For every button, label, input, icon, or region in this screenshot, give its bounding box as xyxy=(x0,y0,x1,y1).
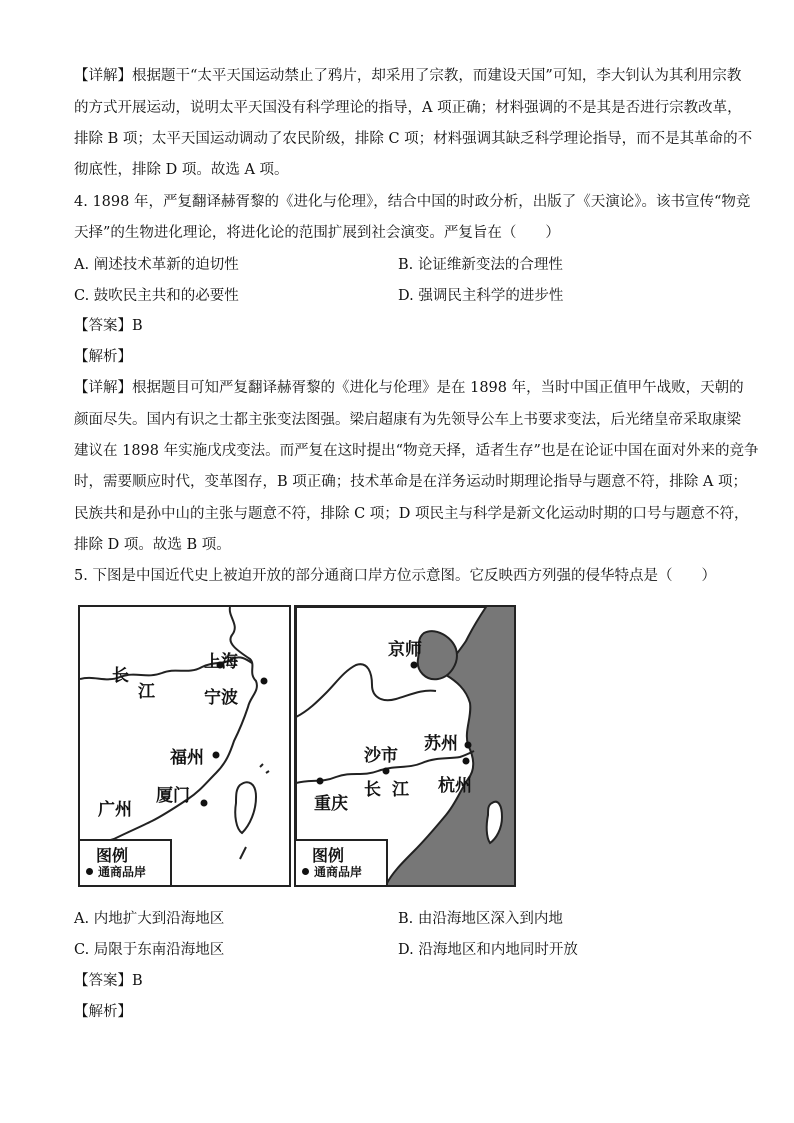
map-right-legend xyxy=(296,839,388,885)
q4-detail-line-6: 排除 D 项。故选 B 项。 xyxy=(74,537,231,553)
q4-answer: 【答案】B xyxy=(74,318,143,334)
port-dot-icon xyxy=(302,868,309,875)
q4-option-b[interactable]: B. 论证维新变法的合理性 xyxy=(398,257,563,273)
q4-detail-line-2: 颜面尽失。国内有识之士都主张变法图强。梁启超康有为先领导公车上书要求变法，后光绪皇帝采取康梁 xyxy=(74,412,741,428)
legend-item: 通商品岸 xyxy=(98,865,147,879)
q4-detail-line-4: 时，需要顺应时代，变革图存，B 项正确；技术革命是在洋务运动时期理论指导与题意不符，排除 A 项； xyxy=(74,474,747,490)
legend-title: 图例 xyxy=(96,846,129,865)
detail-line-3: 排除 B 项；太平天国运动调动了农民阶级，排除 C 项；材料强调其缺乏科学理论指导，而不是其革命的不 xyxy=(74,131,753,147)
q4-analysis-heading: 【解析】 xyxy=(74,349,132,365)
map-right xyxy=(294,605,516,887)
port-dot-icon xyxy=(86,868,93,875)
q5-option-c[interactable]: C. 局限于东南沿海地区 xyxy=(74,942,225,958)
label-shashi: 沙市 xyxy=(364,746,398,766)
detail-line-4: 彻底性，排除 D 项。故选 A 项。 xyxy=(74,162,289,178)
q4-option-a[interactable]: A. 阐述技术革新的迫切性 xyxy=(74,257,239,273)
legend-title: 图例 xyxy=(312,846,345,865)
label-ningbo: 宁波 xyxy=(204,688,238,708)
q4-detail-line-1: 【详解】根据题目可知严复翻译赫胥黎的《进化与伦理》是在 1898 年，当时中国正值甲午战败，天朝的 xyxy=(74,380,744,396)
q5-answer: 【答案】B xyxy=(74,973,143,989)
label-suzhou: 苏州 xyxy=(424,734,458,754)
q4-detail-line-3: 建议在 1898 年实施戊戌变法。而严复在这时提出“物竞天择，适者生存”也是在论证中国在面对外来的竞争 xyxy=(74,443,759,459)
legend-item: 通商品岸 xyxy=(314,865,363,879)
label-jingshi: 京师 xyxy=(388,640,422,660)
q4-detail-line-5: 民族共和是孙中山的主张与题意不符，排除 C 项；D 项民主与科学是新文化运动时期的口号与题意不符， xyxy=(74,506,749,522)
q5-option-a[interactable]: A. 内地扩大到沿海地区 xyxy=(74,911,225,927)
q4-option-d[interactable]: D. 强调民主科学的进步性 xyxy=(398,288,564,304)
map-left-legend xyxy=(80,839,172,885)
label-guangzhou: 广州 xyxy=(98,800,132,820)
detail-line-2: 的方式开展运动，说明太平天国没有科学理论的指导，A 项正确；材料强调的不是其是否进行宗教改革， xyxy=(74,100,742,116)
detail-line-1: 【详解】根据题干“太平天国运动禁止了鸦片，却采用了宗教，而建设天国”可知，李大钊认为其利用宗教 xyxy=(74,68,742,84)
label-jiang: 江 xyxy=(138,682,155,702)
q4-option-c[interactable]: C. 鼓吹民主共和的必要性 xyxy=(74,288,239,304)
label-chongqing: 重庆 xyxy=(314,794,348,814)
question-4-line-2: 天择”的生物进化理论，将进化论的范围扩展到社会演变。严复旨在（ ） xyxy=(74,225,560,241)
q5-option-b[interactable]: B. 由沿海地区深入到内地 xyxy=(398,911,563,927)
label-jiang: 江 xyxy=(392,780,409,800)
label-fuzhou: 福州 xyxy=(170,748,204,768)
label-chang: 长 xyxy=(364,780,381,800)
q5-option-d[interactable]: D. 沿海地区和内地同时开放 xyxy=(398,942,578,958)
label-xiamen: 厦门 xyxy=(156,786,190,806)
question-4-line-1: 4. 1898 年，严复翻译赫胥黎的《进化与伦理》，结合中国的时政分析，出版了《天演论》。该书宣传“物竞 xyxy=(74,194,751,210)
label-chang: 长 xyxy=(112,666,129,686)
map-left xyxy=(78,605,291,887)
label-hangzhou: 杭州 xyxy=(438,776,472,796)
question-5-stem: 5. 下图是中国近代史上被迫开放的部分通商口岸方位示意图。它反映西方列强的侵华特点是（ ） xyxy=(74,568,716,584)
label-shanghai: 上海 xyxy=(204,652,238,672)
q5-analysis-heading: 【解析】 xyxy=(74,1004,132,1020)
